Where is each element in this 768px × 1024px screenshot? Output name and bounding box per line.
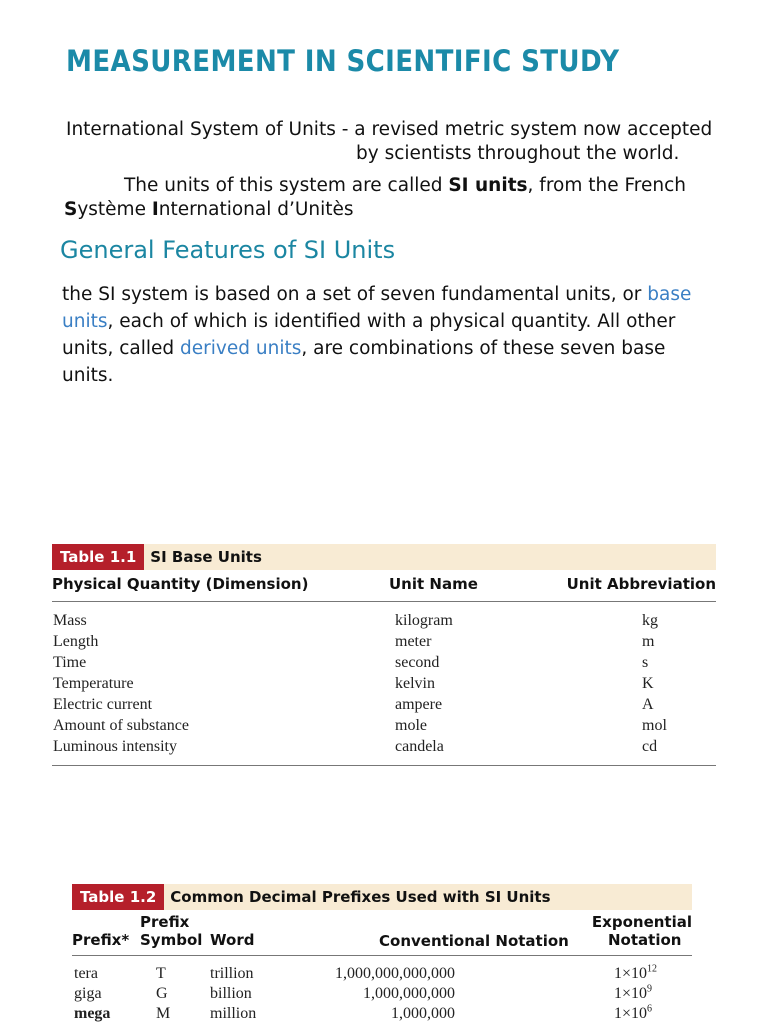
cell-exponential (614, 983, 692, 1004)
cell-abbreviation: cd (642, 738, 658, 755)
derived-units-link[interactable]: derived units (180, 338, 302, 359)
intro-line-1: International System of Units - a revised metric system now accepted (66, 119, 713, 140)
table-header-bar (52, 544, 716, 570)
cell-exponential (614, 963, 692, 984)
column-header-symbol: Symbol (140, 931, 203, 949)
page-title: MEASUREMENT IN SCIENTIFIC STUDY (66, 44, 620, 78)
exp-base: 1×10 (614, 965, 648, 982)
si-post: , from the French (527, 175, 686, 196)
cell-unit-name: meter (395, 633, 432, 650)
si-pre: The units of this system are called (124, 175, 449, 196)
cell-word: million (210, 1005, 257, 1022)
cell-unit-name: mole (395, 717, 427, 734)
cell-quantity: Time (53, 654, 87, 671)
cell-conventional: 1,000,000,000 (363, 985, 455, 1002)
features-paragraph (62, 281, 722, 389)
cell-quantity: Luminous intensity (53, 738, 177, 755)
cell-quantity: Amount of substance (53, 717, 189, 734)
cell-unit-name: kilogram (395, 612, 453, 629)
column-header-exponential: Notation (608, 931, 682, 949)
cell-unit-name: candela (395, 738, 444, 755)
table-badge: Table 1.2 (72, 884, 164, 910)
cell-abbreviation: K (642, 675, 654, 692)
cell-quantity: Temperature (53, 675, 134, 692)
exp-base: 1×10 (614, 1005, 648, 1022)
cell-symbol: T (156, 965, 166, 982)
column-header-unit-name: Unit Name (389, 575, 478, 593)
cell-unit-name: ampere (395, 696, 443, 713)
si-base-units-table (52, 544, 716, 770)
cell-quantity: Mass (53, 612, 87, 629)
cell-symbol: M (156, 1005, 171, 1022)
column-header-conventional: Conventional Notation (379, 932, 569, 950)
base-units-link[interactable]: base units (62, 284, 692, 332)
cell-quantity: Length (53, 633, 99, 650)
cell-abbreviation: kg (642, 612, 658, 629)
si-i-rest: nternational d’Unitès (158, 199, 354, 220)
features-text-1: the SI system is based on a set of seven fundamental units, or (62, 284, 648, 305)
cell-prefix: tera (74, 965, 98, 982)
cell-abbreviation: m (642, 633, 655, 650)
column-header-symbol-top: Prefix (140, 913, 190, 931)
si-units-bold: SI units (448, 175, 528, 196)
intro-paragraph (66, 118, 726, 166)
section-heading: General Features of SI Units (60, 236, 396, 264)
table-caption: Common Decimal Prefixes Used with SI Units (170, 888, 551, 906)
cell-prefix: giga (74, 985, 102, 1002)
cell-quantity: Electric current (53, 696, 153, 713)
intro-line-2: by scientists throughout the world. (356, 143, 680, 164)
header-rule (72, 955, 692, 956)
column-header-quantity: Physical Quantity (Dimension) (52, 575, 309, 593)
header-rule (52, 601, 716, 602)
si-s-rest: ystème (77, 199, 152, 220)
cell-prefix: mega (74, 1005, 111, 1022)
si-line-2 (64, 198, 724, 222)
cell-conventional: 1,000,000 (391, 1005, 455, 1022)
exp-power: 12 (647, 963, 658, 975)
cell-exponential (614, 1003, 692, 1024)
exp-power: 9 (647, 983, 653, 995)
si-paragraph (64, 174, 724, 222)
cell-abbreviation: mol (642, 717, 667, 734)
si-i-bold: I (151, 199, 159, 220)
exp-power: 6 (647, 1003, 653, 1015)
table-caption: SI Base Units (150, 548, 262, 566)
bottom-rule (52, 765, 716, 766)
cell-word: billion (210, 985, 252, 1002)
cell-abbreviation: A (642, 696, 654, 713)
features-text-2: , each of which is identified with a physical quantity. All other units, called (62, 311, 676, 359)
cell-word: trillion (210, 965, 254, 982)
table-header-bar (72, 884, 692, 910)
decimal-prefixes-table (72, 884, 692, 1024)
column-header-exponential-top: Exponential (591, 913, 692, 931)
cell-unit-name: kelvin (395, 675, 435, 692)
si-s-bold: S (64, 199, 78, 220)
cell-conventional: 1,000,000,000,000 (335, 965, 455, 982)
cell-unit-name: second (395, 654, 440, 671)
table-badge: Table 1.1 (52, 544, 144, 570)
column-header-prefix: Prefix* (72, 931, 130, 949)
exp-base: 1×10 (614, 985, 648, 1002)
column-header-word: Word (210, 931, 255, 949)
features-text-3: , are combinations of these seven base units. (62, 338, 666, 386)
cell-abbreviation: s (642, 654, 649, 671)
column-header-abbreviation: Unit Abbreviation (566, 575, 716, 593)
si-line-1 (64, 174, 724, 198)
cell-symbol: G (156, 985, 168, 1002)
